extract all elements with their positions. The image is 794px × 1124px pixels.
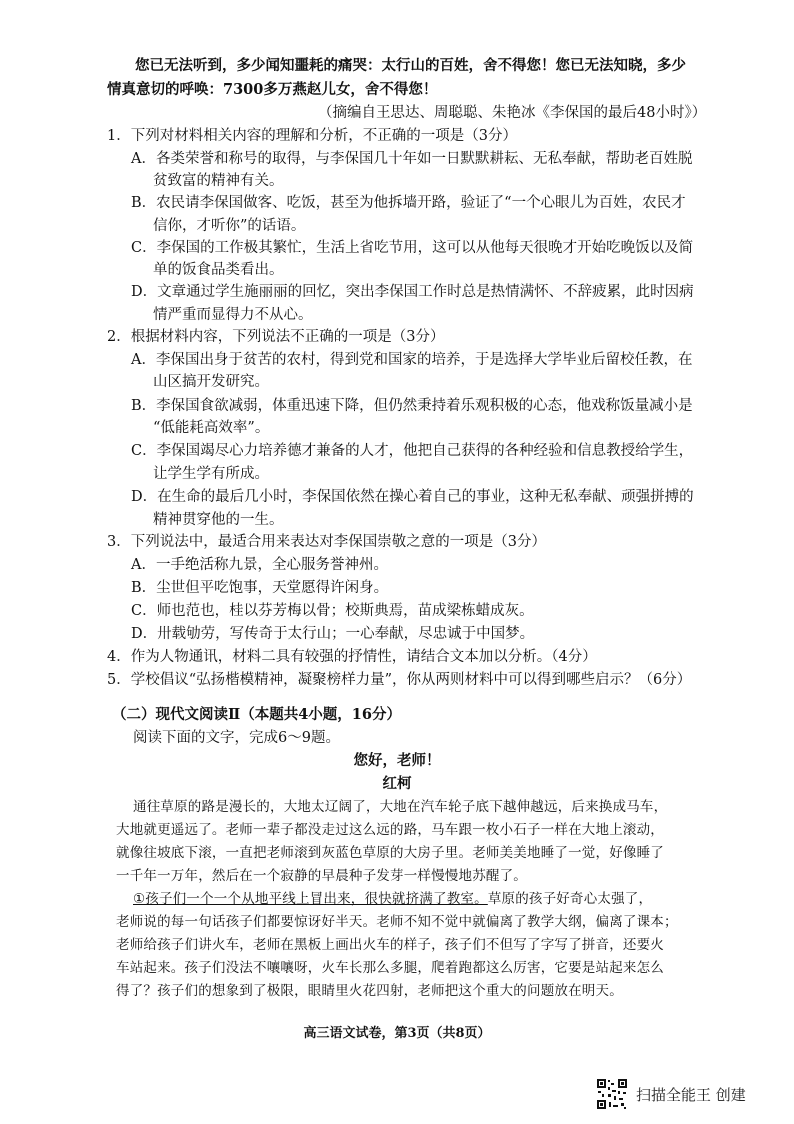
q1-option-a-cont: 贫致富的精神有关。 (153, 173, 284, 189)
q2-option-a: A．李保国出身于贫苦的农村，得到党和国家的培养，于是选择大学毕业后留校任教，在 (131, 352, 693, 368)
passage-p2-line-1-rest: 草原的孩子好奇心太强了， (487, 891, 653, 907)
q2-option-d-cont: 精神贯穿他的一生。 (153, 512, 284, 528)
passage-author: 红柯 (382, 775, 412, 792)
question-2-stem: 2．根据材料内容，下列说法不正确的一项是（3分） (107, 329, 445, 345)
question-4: 4．作为人物通讯，材料二具有较强的抒情性，请结合文本加以分析。（4分） (107, 649, 597, 665)
q3-option-b: B．尘世但平吃饱事，天堂愿得许闲身。 (131, 580, 389, 596)
passage-p1-line-4: 一千年一万年，然后在一个寂静的早晨种子发芽一样慢慢地苏醒了。 (116, 868, 527, 884)
passage-p2-line-2: 老师说的每一句话孩子们都要惊讶好半天。老师不知不觉中就偏离了教学大纲，偏离了课本； (116, 914, 678, 930)
page-footer: 高三语文试卷，第3页（共8页） (303, 1026, 491, 1041)
q1-option-a: A．各类荣誉和称号的取得，与李保国几十年如一日默默耕耘、无私奉献，帮助老百姓脱 (131, 151, 693, 167)
q2-option-b-cont: “低能耗高效率”。 (153, 420, 270, 436)
q1-option-c: C．李保国的工作极其繁忙，生活上省吃节用，这可以从他每天很晚才开始吃晚饭以及简 (131, 240, 694, 256)
q3-option-d: D．卅载劬劳，写传奇于太行山；一心奉献，尽忠诚于中国梦。 (131, 626, 535, 642)
section-2-header: （二）现代文阅读Ⅱ（本题共4小题，16分） (112, 706, 401, 723)
q2-option-b: B．李保国食欲减弱，体重迅速下降，但仍然秉持着乐观积极的心态，他戏称饭量减小是 (131, 398, 693, 414)
qr-code-icon (596, 1078, 628, 1110)
question-1-stem: 1．下列对材料相关内容的理解和分析，不正确的一项是（3分） (107, 128, 517, 144)
q1-option-d: D．文章通过学生施丽丽的回忆，突出李保国工作时总是热情满怀、不辞疲累，此时因病 (131, 284, 694, 300)
question-5: 5．学校倡议“弘扬楷模精神，凝聚榜样力量”，你从两则材料中可以得到哪些启示？（6分） (107, 672, 692, 688)
passage-p2-line-4: 车站起来。孩子们没法不嚷嚷呀，火车长那么多腿，爬着跑都这么厉害，它要是站起来怎么 (116, 960, 664, 976)
q3-option-c: C．师也范也，桂以芬芳梅以骨；校斯典焉，苗成梁栋蜡成灰。 (131, 603, 534, 619)
passage-p2-line-1 (133, 889, 652, 909)
q1-option-b-cont: 信你，才听你”的话语。 (153, 218, 306, 234)
passage-p1-line-1: 通往草原的路是漫长的，大地太辽阔了，大地在汽车轮子底下越伸越远，后来换成马车， (133, 799, 668, 815)
q2-option-d: D．在生命的最后几小时，李保国依然在操心着自己的事业，这种无私奉献、顽强拼搏的 (131, 489, 694, 505)
scanner-watermark (596, 1078, 746, 1110)
passage-p1-line-2: 大地就更遥远了。老师一辈子都没走过这么远的路，马车跟一枚小石子一样在大地上滚动， (116, 822, 664, 838)
underlined-sentence-1: ①孩子们一个一个从地平线上冒出来，很快就挤满了教室。 (133, 891, 488, 907)
question-3-stem: 3．下列说法中，最适合用来表达对李保国崇敬之意的一项是（3分） (107, 534, 546, 550)
intro-line-2: 情真意切的呼唤：7300多万燕赵儿女，舍不得您！ (107, 81, 438, 98)
passage-p2-line-3: 老师给孩子们讲火车，老师在黑板上画出火车的样子，孩子们不但写了字写了拼音，还要火 (116, 937, 664, 953)
q3-option-a: A．一手绝活称九景，全心服务誉神州。 (131, 557, 388, 573)
q1-option-b: B．农民请李保国做客、吃饭，甚至为他拆墙开路，验证了“一个心眼儿为百姓，农民才 (131, 195, 686, 211)
passage-p1-line-3: 就像往坡底下滚，一直把老师滚到灰蓝色草原的大房子里。老师美美地睡了一觉，好像睡了 (116, 845, 664, 861)
q2-option-c-cont: 让学生学有所成。 (153, 466, 269, 482)
q2-option-a-cont: 山区搞开发研究。 (153, 374, 269, 390)
section-2-instruction: 阅读下面的文字，完成6～9题。 (133, 730, 340, 746)
q1-option-d-cont: 情严重而显得力不从心。 (153, 307, 313, 323)
intro-source: （摘编自王思达、周聪聪、朱艳冰《李保国的最后48小时》） (318, 105, 707, 121)
passage-p2-line-5: 得了？孩子们的想象到了极限，眼睛里火花四射，老师把这个重大的问题放在明天。 (116, 983, 623, 999)
q2-option-c: C．李保国竭尽心力培养德才兼备的人才，他把自己获得的各种经验和信息教授给学生， (131, 443, 694, 459)
watermark-text: 扫描全能王 创建 (636, 1085, 746, 1104)
q1-option-c-cont: 单的饭食品类看出。 (153, 262, 284, 278)
intro-line-1: 您已无法听到，多少闻知噩耗的痛哭：太行山的百姓，舍不得您！您已无法知晓，多少 (135, 57, 686, 74)
passage-title: 您好，老师！ (353, 752, 441, 769)
